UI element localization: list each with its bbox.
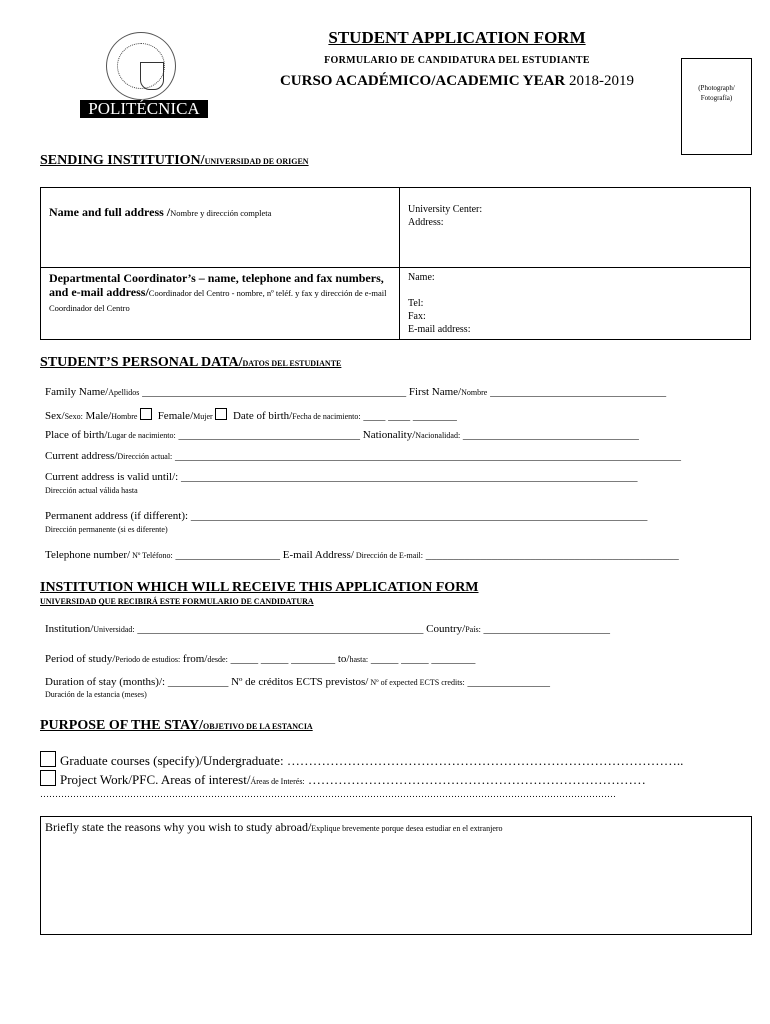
telephone-label-es: Nº Teléfono: xyxy=(130,551,173,560)
university-seal-icon xyxy=(106,32,176,100)
place-of-birth-label-es: Lugar de nacimiento: xyxy=(107,431,176,440)
first-name-input[interactable]: ________________________________ xyxy=(487,386,667,398)
coordinator-label-es: Coordinador del Centro - nombre, nº teléf. y fax y dirección de e-mail Coordinador del Centro xyxy=(49,288,387,313)
telephone-input[interactable]: ___________________ xyxy=(172,549,283,561)
permanent-address-label: Permanent address (if different): xyxy=(45,510,189,522)
institution-input[interactable]: ____________________________________________________ xyxy=(134,623,427,635)
valid-until-label: Current address is valid until/: xyxy=(45,471,179,483)
ects-label-en: Nº of expected ECTS credits: xyxy=(368,678,465,687)
photo-box[interactable] xyxy=(681,58,752,155)
family-name-input[interactable]: ________________________________________________ xyxy=(139,386,409,398)
academic-year-value: 2018-2019 xyxy=(569,73,635,89)
female-label: Female/ xyxy=(157,410,194,422)
duration-input[interactable]: ___________ xyxy=(165,676,232,688)
period-label-es: Periodo de estudios: xyxy=(115,655,181,664)
family-name-label: Family Name/ xyxy=(45,386,109,398)
name-address-value-cell[interactable] xyxy=(400,188,751,268)
from-label-es: desde: xyxy=(207,655,228,664)
table-row xyxy=(41,188,751,268)
ects-label: Nº de créditos ECTS previstos/ xyxy=(231,676,369,688)
purpose-heading-en: PURPOSE OF THE STAY/ xyxy=(40,718,203,733)
areas-of-interest-input[interactable]: …………………………………………………………………… xyxy=(304,772,646,787)
name-address-label-es: Nombre y dirección completa xyxy=(170,208,272,218)
to-label: to/ xyxy=(337,653,350,665)
reasons-textarea[interactable] xyxy=(40,816,752,935)
photo-label-2: Fotografía) xyxy=(700,94,733,102)
valid-until-line xyxy=(45,471,745,483)
form-subtitle-es: FORMULARIO DE CANDIDATURA DEL ESTUDIANTE xyxy=(324,55,590,66)
receiving-institution-heading: INSTITUTION WHICH WILL RECEIVE THIS APPLICATION FORM xyxy=(40,580,479,595)
place-of-birth-label: Place of birth/ xyxy=(45,429,108,441)
coordinator-label xyxy=(49,271,387,314)
purpose-heading-es: OBJETIVO DE LA ESTANCIA xyxy=(202,722,313,731)
email-input[interactable]: ______________________________________________ xyxy=(423,549,679,561)
graduate-courses-label: Graduate courses (specify)/Undergraduate xyxy=(60,753,280,768)
country-input[interactable]: _______________________ xyxy=(480,623,611,635)
name-address-label xyxy=(49,205,271,219)
to-date-input[interactable]: _____ _____ ________ xyxy=(368,653,476,665)
purpose-heading xyxy=(40,718,313,734)
family-first-name-line xyxy=(45,386,666,398)
telephone-label: Telephone number/ xyxy=(45,549,131,561)
name-address-label-en: Name and full address / xyxy=(49,205,171,219)
personal-data-heading xyxy=(40,355,341,371)
period-of-study-line xyxy=(45,653,475,665)
email-label: E-mail Address/ xyxy=(282,549,354,561)
male-checkbox[interactable] xyxy=(140,408,152,420)
address-field[interactable]: Address: xyxy=(408,217,444,228)
period-label: Period of study/ xyxy=(45,653,116,665)
sending-institution-table xyxy=(40,187,751,340)
reasons-label xyxy=(45,820,503,835)
duration-ects-line xyxy=(45,676,550,688)
coordinator-tel-field[interactable]: Tel: xyxy=(408,298,424,309)
sending-institution-heading xyxy=(40,153,309,169)
coordinator-value-cell[interactable] xyxy=(400,268,751,340)
place-of-birth-input[interactable]: _________________________________ xyxy=(175,429,363,441)
sex-dob-line xyxy=(45,408,457,422)
university-center-field[interactable]: University Center: xyxy=(408,204,483,215)
purpose-option-project xyxy=(40,770,646,788)
female-label-es: Mujer xyxy=(193,412,213,421)
permanent-address-label-es: Dirección permanente (si es diferente) xyxy=(45,525,168,534)
ects-input[interactable]: _______________ xyxy=(464,676,551,688)
photo-label-1: (Photograph/ xyxy=(698,84,735,92)
current-address-label-es: Dirección actual: xyxy=(117,452,173,461)
dob-input[interactable]: ____ ____ ________ xyxy=(360,410,457,422)
permanent-address-line xyxy=(45,510,745,522)
male-label: Male/ xyxy=(82,410,112,422)
coordinator-email-field[interactable]: E-mail address: xyxy=(408,324,471,335)
first-name-label: First Name/ xyxy=(408,386,462,398)
purpose-extra-line[interactable]: ………………………………………………………………………………………………………………………………………………………………………… xyxy=(40,789,616,799)
from-label: from/ xyxy=(180,653,208,665)
nationality-input[interactable]: ________________________________ xyxy=(460,429,639,441)
from-date-input[interactable]: _____ _____ ________ xyxy=(227,653,338,665)
sex-label: Sex/ xyxy=(45,410,65,422)
female-checkbox[interactable] xyxy=(215,408,227,420)
nationality-label-es: Nacionalidad: xyxy=(415,431,461,440)
sending-heading-es: UNIVERSIDAD DE ORIGEN xyxy=(204,157,309,166)
academic-year-line xyxy=(220,73,694,90)
current-address-line xyxy=(45,450,745,462)
graduate-courses-checkbox[interactable] xyxy=(40,751,56,767)
email-label-es: Dirección de E-mail: xyxy=(353,551,423,560)
university-logo: POLITÉCNICA xyxy=(80,100,208,118)
sex-label-es: Sexo: xyxy=(64,412,83,421)
coordinator-label-cell xyxy=(41,268,400,340)
current-address-label: Current address/ xyxy=(45,450,118,462)
project-work-label-es: Áreas de Interés: xyxy=(250,777,305,786)
country-label-es: País: xyxy=(465,625,481,634)
duration-label: Duration of stay (months)/: xyxy=(45,676,166,688)
institution-label: Institution/ xyxy=(45,623,94,635)
personal-heading-en: STUDENT’S PERSONAL DATA/ xyxy=(40,355,243,370)
reasons-label-en: Briefly state the reasons why you wish to study abroad/ xyxy=(45,820,312,834)
dob-label: Date of birth/ xyxy=(232,410,293,422)
valid-until-label-es: Dirección actual válida hasta xyxy=(45,486,138,495)
to-label-es: hasta: xyxy=(349,655,369,664)
male-label-es: Hombre xyxy=(111,412,138,421)
project-work-label: Project Work/PFC. Areas of interest/ xyxy=(60,772,251,787)
graduate-courses-input[interactable]: : ……………………………………………………………………………….. xyxy=(279,753,684,768)
coordinator-name-field[interactable]: Name: xyxy=(408,272,435,283)
form-title: STUDENT APPLICATION FORM xyxy=(328,28,586,47)
telephone-email-line xyxy=(45,549,679,561)
project-work-checkbox[interactable] xyxy=(40,770,56,786)
birthplace-nationality-line xyxy=(45,429,639,441)
coordinator-label-en: Departmental Coordinator’s – name, telephone and fax numbers, and e-mail address/ xyxy=(49,271,384,299)
current-address-input[interactable]: ____________________________________________________________________________________________ xyxy=(172,450,682,462)
coordinator-fax-field[interactable]: Fax: xyxy=(408,311,426,322)
sending-heading-en: SENDING INSTITUTION/ xyxy=(40,153,205,168)
institution-label-es: Universidad: xyxy=(93,625,135,634)
permanent-address-input[interactable]: ___________________________________________________________________________________ xyxy=(188,510,648,522)
academic-year-label: CURSO ACADÉMICO/ACADEMIC YEAR xyxy=(279,73,566,89)
institution-country-line xyxy=(45,623,610,635)
first-name-label-es: Nombre xyxy=(461,388,488,397)
purpose-option-graduate xyxy=(40,751,683,769)
duration-label-es: Duración de la estancia (meses) xyxy=(45,690,147,699)
reasons-label-es: Explique brevemente porque desea estudiar en el extranjero xyxy=(311,824,503,833)
name-address-label-cell xyxy=(41,188,400,268)
family-name-label-es: Apellidos xyxy=(108,388,140,397)
country-label: Country/ xyxy=(426,623,466,635)
personal-heading-es: DATOS DEL ESTUDIANTE xyxy=(242,359,342,368)
receiving-institution-heading-es: UNIVERSIDAD QUE RECIBIRÁ ESTE FORMULARIO DE CANDIDATURA xyxy=(40,597,314,606)
valid-until-input[interactable]: ___________________________________________________________________________________ xyxy=(178,471,638,483)
nationality-label: Nationality/ xyxy=(362,429,416,441)
table-row xyxy=(41,268,751,340)
dob-label-es: Fecha de nacimiento: xyxy=(292,412,361,421)
